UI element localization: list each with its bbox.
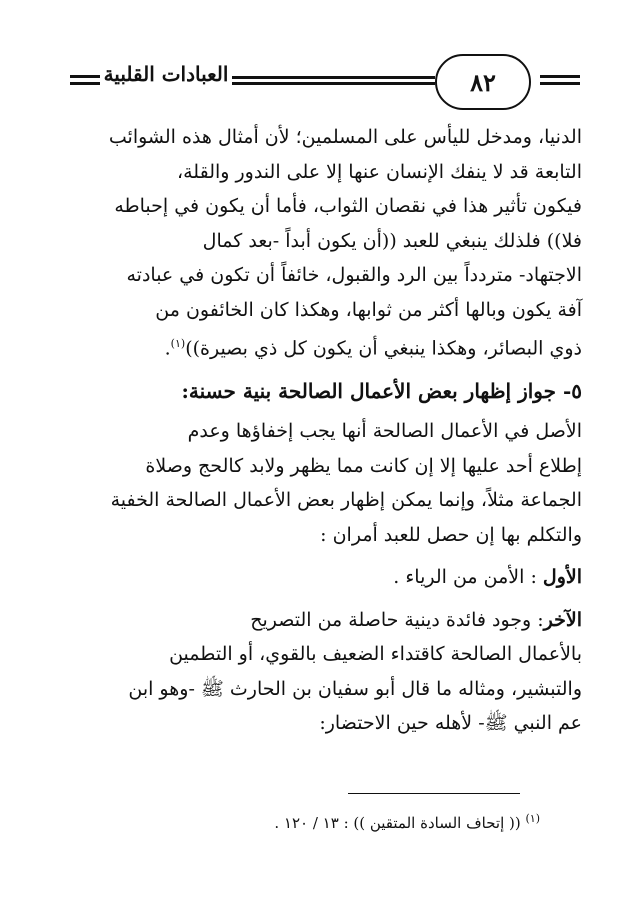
section-heading: ٥- جواز إظهار بعض الأعمال الصالحة بنية حسنة: xyxy=(181,378,582,403)
second-condition-label: الآخر xyxy=(543,608,582,631)
paragraph-1 xyxy=(70,120,582,366)
first-condition-label: الأول xyxy=(542,566,582,589)
footnote-mark: (١) xyxy=(525,812,540,825)
first-condition-text: : الأمن من الرياء . xyxy=(393,566,543,589)
text-line: والتكلم بها إن حصل للعبد أمران : xyxy=(320,523,582,546)
header-rule xyxy=(70,82,100,85)
book-title: العبادات القلبية xyxy=(103,62,229,86)
header-rule xyxy=(232,82,435,85)
second-condition-text: : وجود فائدة دينية حاصلة من التصريح xyxy=(250,608,544,631)
text-line: الاجتهاد- متردداً بين الرد والقبول، خائفاً أن تكون في عبادته xyxy=(126,264,582,286)
text-line: بالأعمال الصالحة كاقتداء الضعيف بالقوي، أو التطمين xyxy=(169,643,582,666)
page-header xyxy=(0,52,620,112)
footnote-divider xyxy=(348,793,520,794)
text-line: ذوي البصائر، وهكذا ينبغي أن يكون كل ذي بصيرة)) xyxy=(185,337,582,360)
page-number: ٨٢ xyxy=(435,54,531,110)
footnote-ref[interactable]: (١) xyxy=(170,337,186,350)
text-line-last: ذوي البصائر، وهكذا ينبغي أن يكون كل ذي بصيرة))$^{(١)}$. xyxy=(164,337,582,360)
footnote-text: (( إتحاف السادة المتقين )) : ١٣ / ١٢٠ . xyxy=(274,814,526,832)
text-line: والتبشير، ومثاله ما قال أبو سفيان بن الحارث ﷺ -وهو ابن xyxy=(128,677,582,700)
second-condition xyxy=(70,603,582,741)
text-line: الأصل في الأعمال الصالحة أنها يجب إخفاؤها وعدم xyxy=(187,420,582,443)
page-body xyxy=(70,120,582,741)
text-line: الدنيا، ومدخل لليأس على المسلمين؛ لأن أمثال هذه الشوائب xyxy=(108,126,582,148)
header-rule xyxy=(70,75,100,78)
text-line: الجماعة مثلاً، وإنما يمكن إظهار بعض الأعمال الصالحة الخفية xyxy=(110,489,582,512)
text-line: إطلاع أحد عليها إلا إن كانت مما يظهر ولابد كالحج وصلاة xyxy=(145,454,582,477)
header-rule xyxy=(540,82,580,85)
footnote xyxy=(70,812,540,832)
header-rule xyxy=(232,76,435,79)
first-condition xyxy=(70,560,582,595)
header-rule xyxy=(540,75,580,78)
text-line: التابعة قد لا ينفك الإنسان عنها إلا على الندور والقلة، xyxy=(176,160,582,183)
text-line xyxy=(70,603,582,638)
text-line: فلا)) فلذلك ينبغي للعبد ((أن يكون أبداً -بعد كمال xyxy=(202,229,582,252)
text-line: عم النبي ﷺ- لأهله حين الاحتضار: xyxy=(319,712,582,735)
text-line: فيكون تأثير هذا في نقصان الثواب، فأما أن يكون في إحباطه xyxy=(114,195,582,217)
paragraph-2 xyxy=(70,414,582,552)
text-line: آفة يكون وبالها أكثر من ثوابها، وهكذا كان الخائفون من xyxy=(155,298,582,321)
